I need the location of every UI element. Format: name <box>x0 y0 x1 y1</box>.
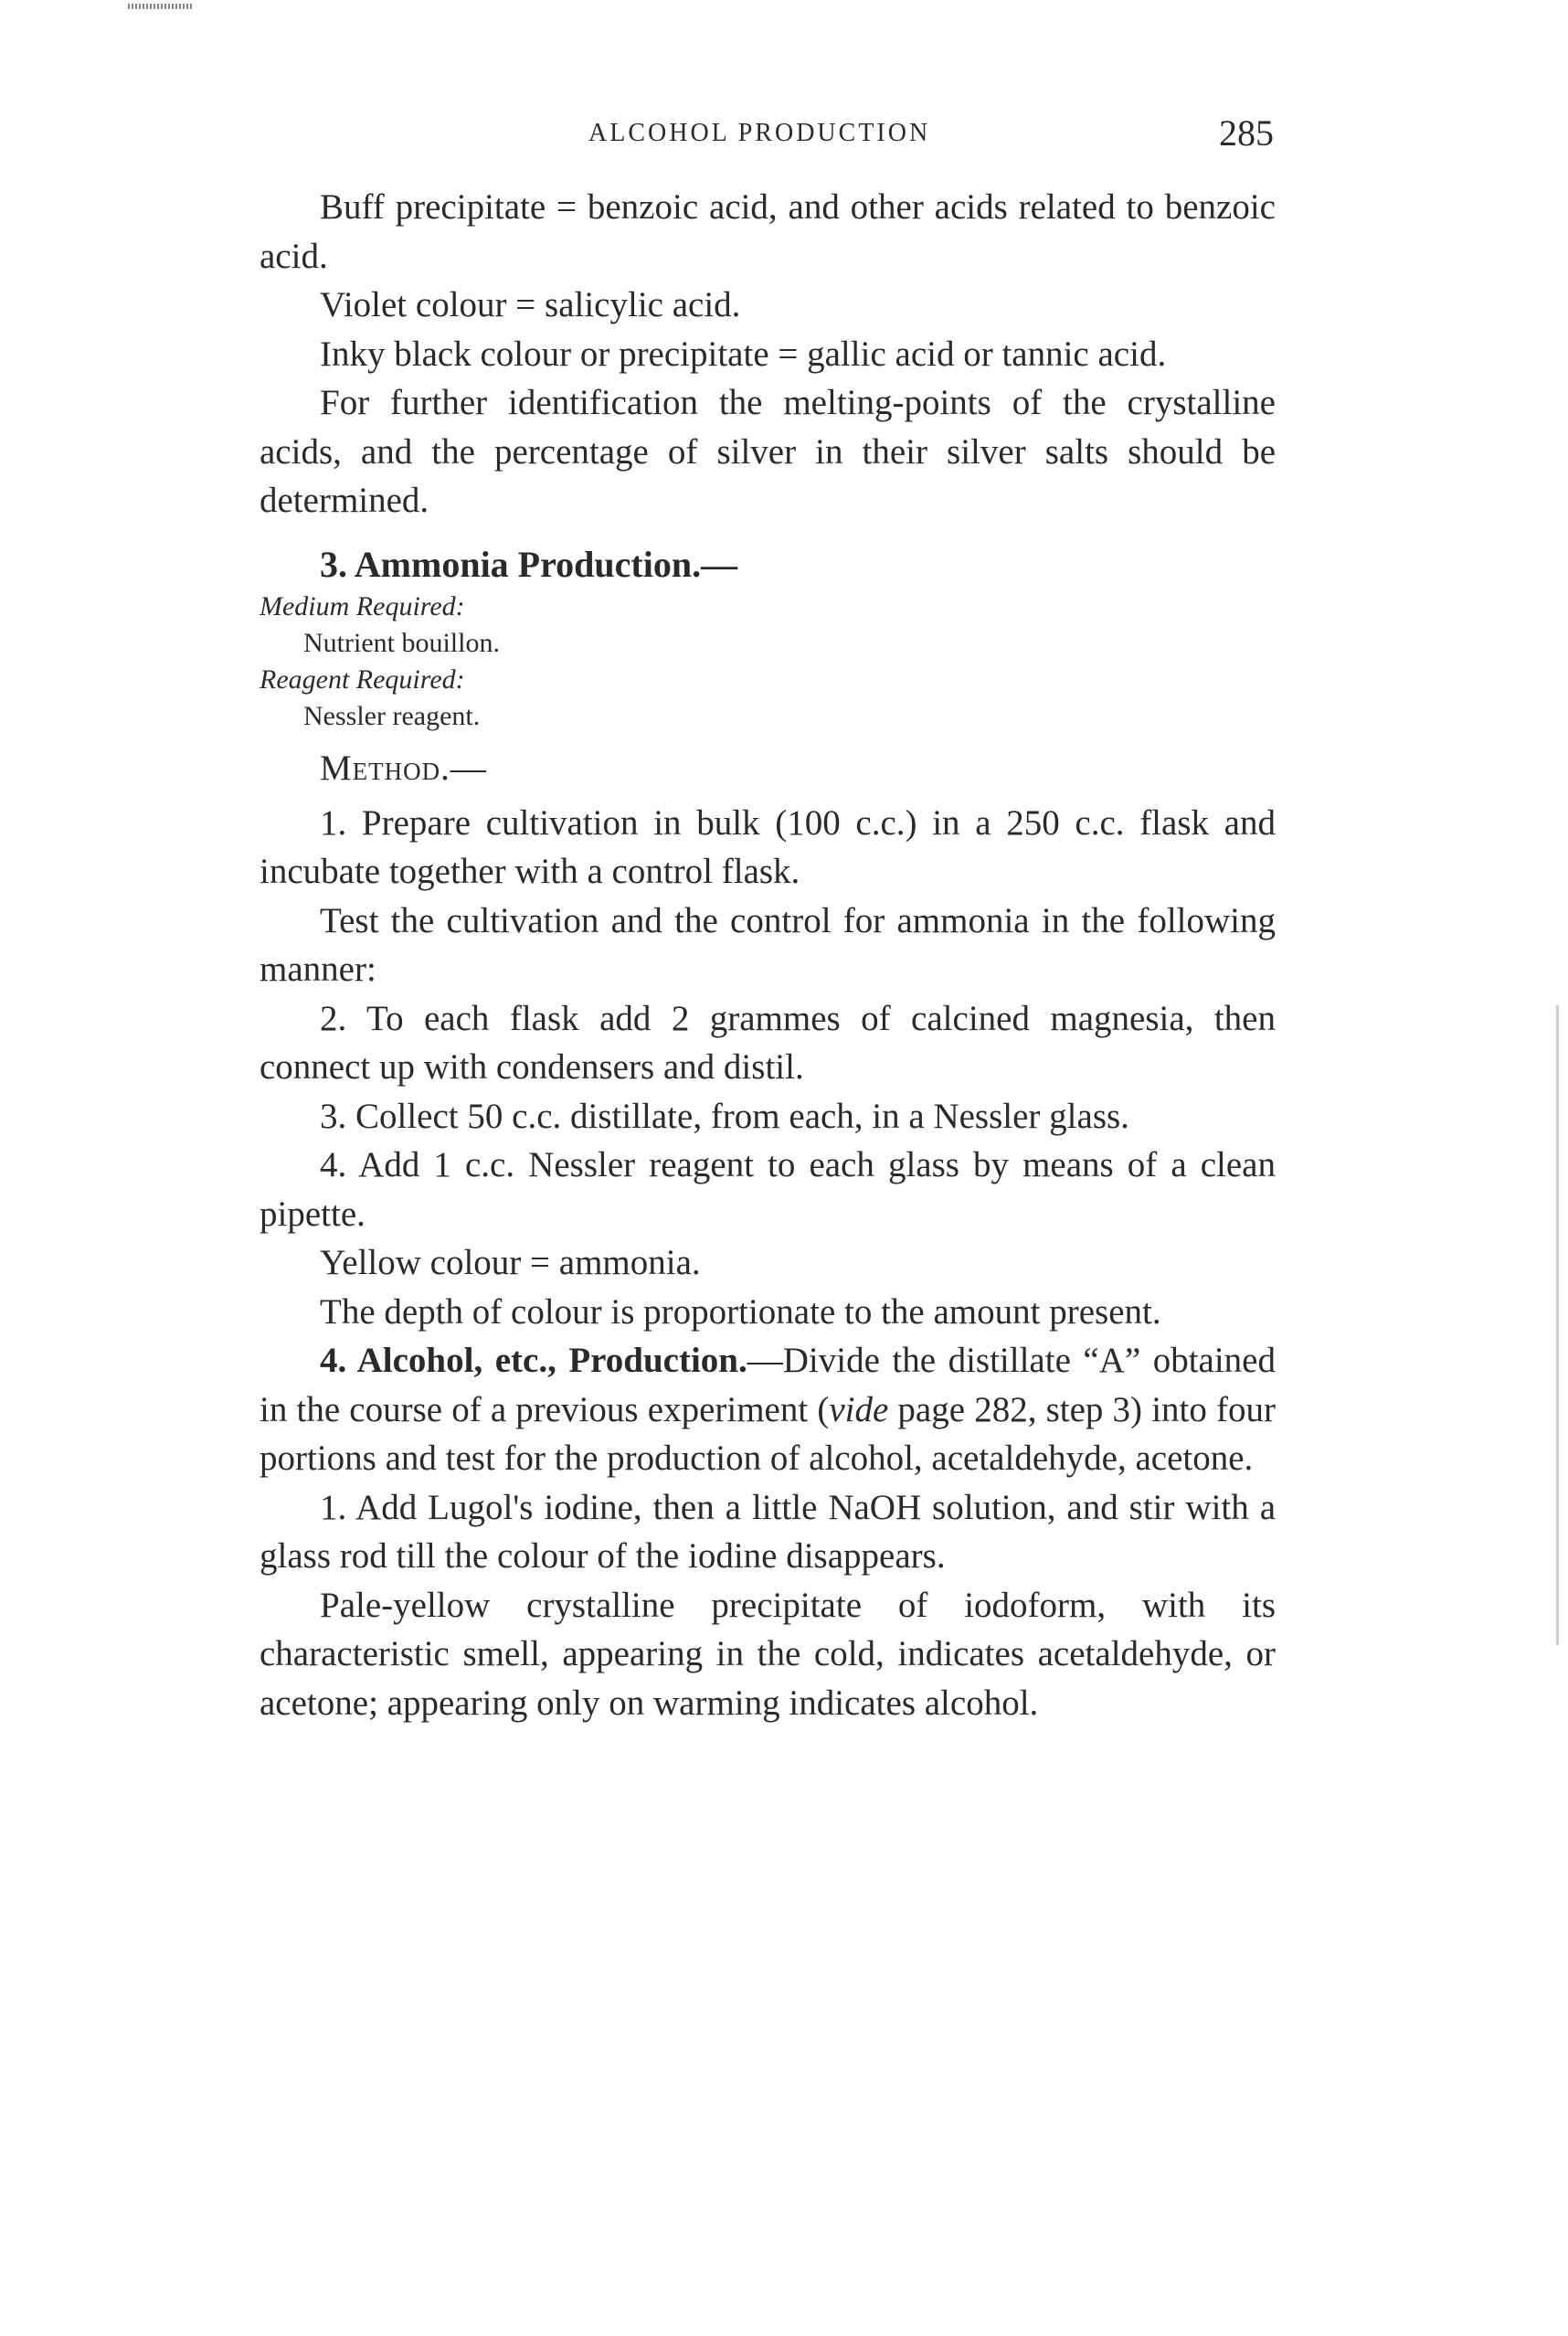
scan-artifact <box>128 4 192 9</box>
paragraph-gallic: Inky black colour or precipitate = gallic acid or tannic acid. <box>320 334 1167 374</box>
alcohol-intro-text-2: page 282, step 3) into four portions and test for the production of alcohol, acetaldehyde, acetone. <box>260 1389 1276 1478</box>
paragraph-identification: For further identification the melting-points of the crystalline acids, and the percentage of silver in their silver salts should be determined. <box>260 383 1276 520</box>
page-edge-shadow <box>1556 1005 1559 1645</box>
vide-term: vide <box>829 1389 889 1429</box>
paragraph-salicylic: Violet colour = salicylic acid. <box>320 285 741 324</box>
ammonia-test-intro: Test the cultivation and the control for ammonia in the following manner: <box>260 900 1276 989</box>
ammonia-step-1: 1. Prepare cultivation in bulk (100 c.c.) in a 250 c.c. flask and incubate together with a control flask. <box>260 802 1276 891</box>
method-label: Method.— <box>320 749 487 788</box>
alcohol-step-1: 1. Add Lugol's iodine, then a little NaOH solution, and stir with a glass rod till the colour of the iodine disappears. <box>260 1487 1276 1576</box>
ammonia-step-4: 4. Add 1 c.c. Nessler reagent to each glass by means of a clean pipette. <box>260 1145 1276 1234</box>
paragraph-benzoic: Buff precipitate = benzoic acid, and other acids related to benzoic acid. <box>260 187 1276 276</box>
running-head: ALCOHOL PRODUCTION <box>588 119 931 147</box>
ammonia-result: Yellow colour = ammonia. <box>320 1243 701 1282</box>
ammonia-step-2: 2. To each flask add 2 grammes of calcined magnesia, then connect up with condensers and distil. <box>260 998 1276 1087</box>
paragraph-alcohol-intro <box>260 1336 1276 1483</box>
ammonia-step-3: 3. Collect 50 c.c. distillate, from each, in a Nessler glass. <box>320 1096 1129 1136</box>
section-heading-ammonia: 3. Ammonia Production.— <box>320 543 738 585</box>
alcohol-intro-text-1: —Divide the distillate “A” obtained in the course of a previous experiment ( <box>260 1341 1276 1429</box>
alcohol-conclusion: Pale-yellow crystalline precipitate of iodoform, with its characteristic smell, appearing in the cold, indicates acetaldehyde, or acetone; appearing only on warming indicates alcohol. <box>260 1585 1276 1723</box>
reagent-value: Nessler reagent. <box>303 701 481 731</box>
section-heading-alcohol: 4. Alcohol, etc., Production. <box>320 1341 747 1380</box>
reagent-label: Reagent Required: <box>260 664 465 695</box>
page-header <box>265 111 1294 166</box>
medium-label: Medium Required: <box>260 591 465 621</box>
page-body <box>260 183 1276 1727</box>
ammonia-depth-note: The depth of colour is proportionate to the amount present. <box>320 1291 1161 1332</box>
medium-value: Nutrient bouillon. <box>303 628 500 658</box>
page-number: 285 <box>1219 112 1274 154</box>
